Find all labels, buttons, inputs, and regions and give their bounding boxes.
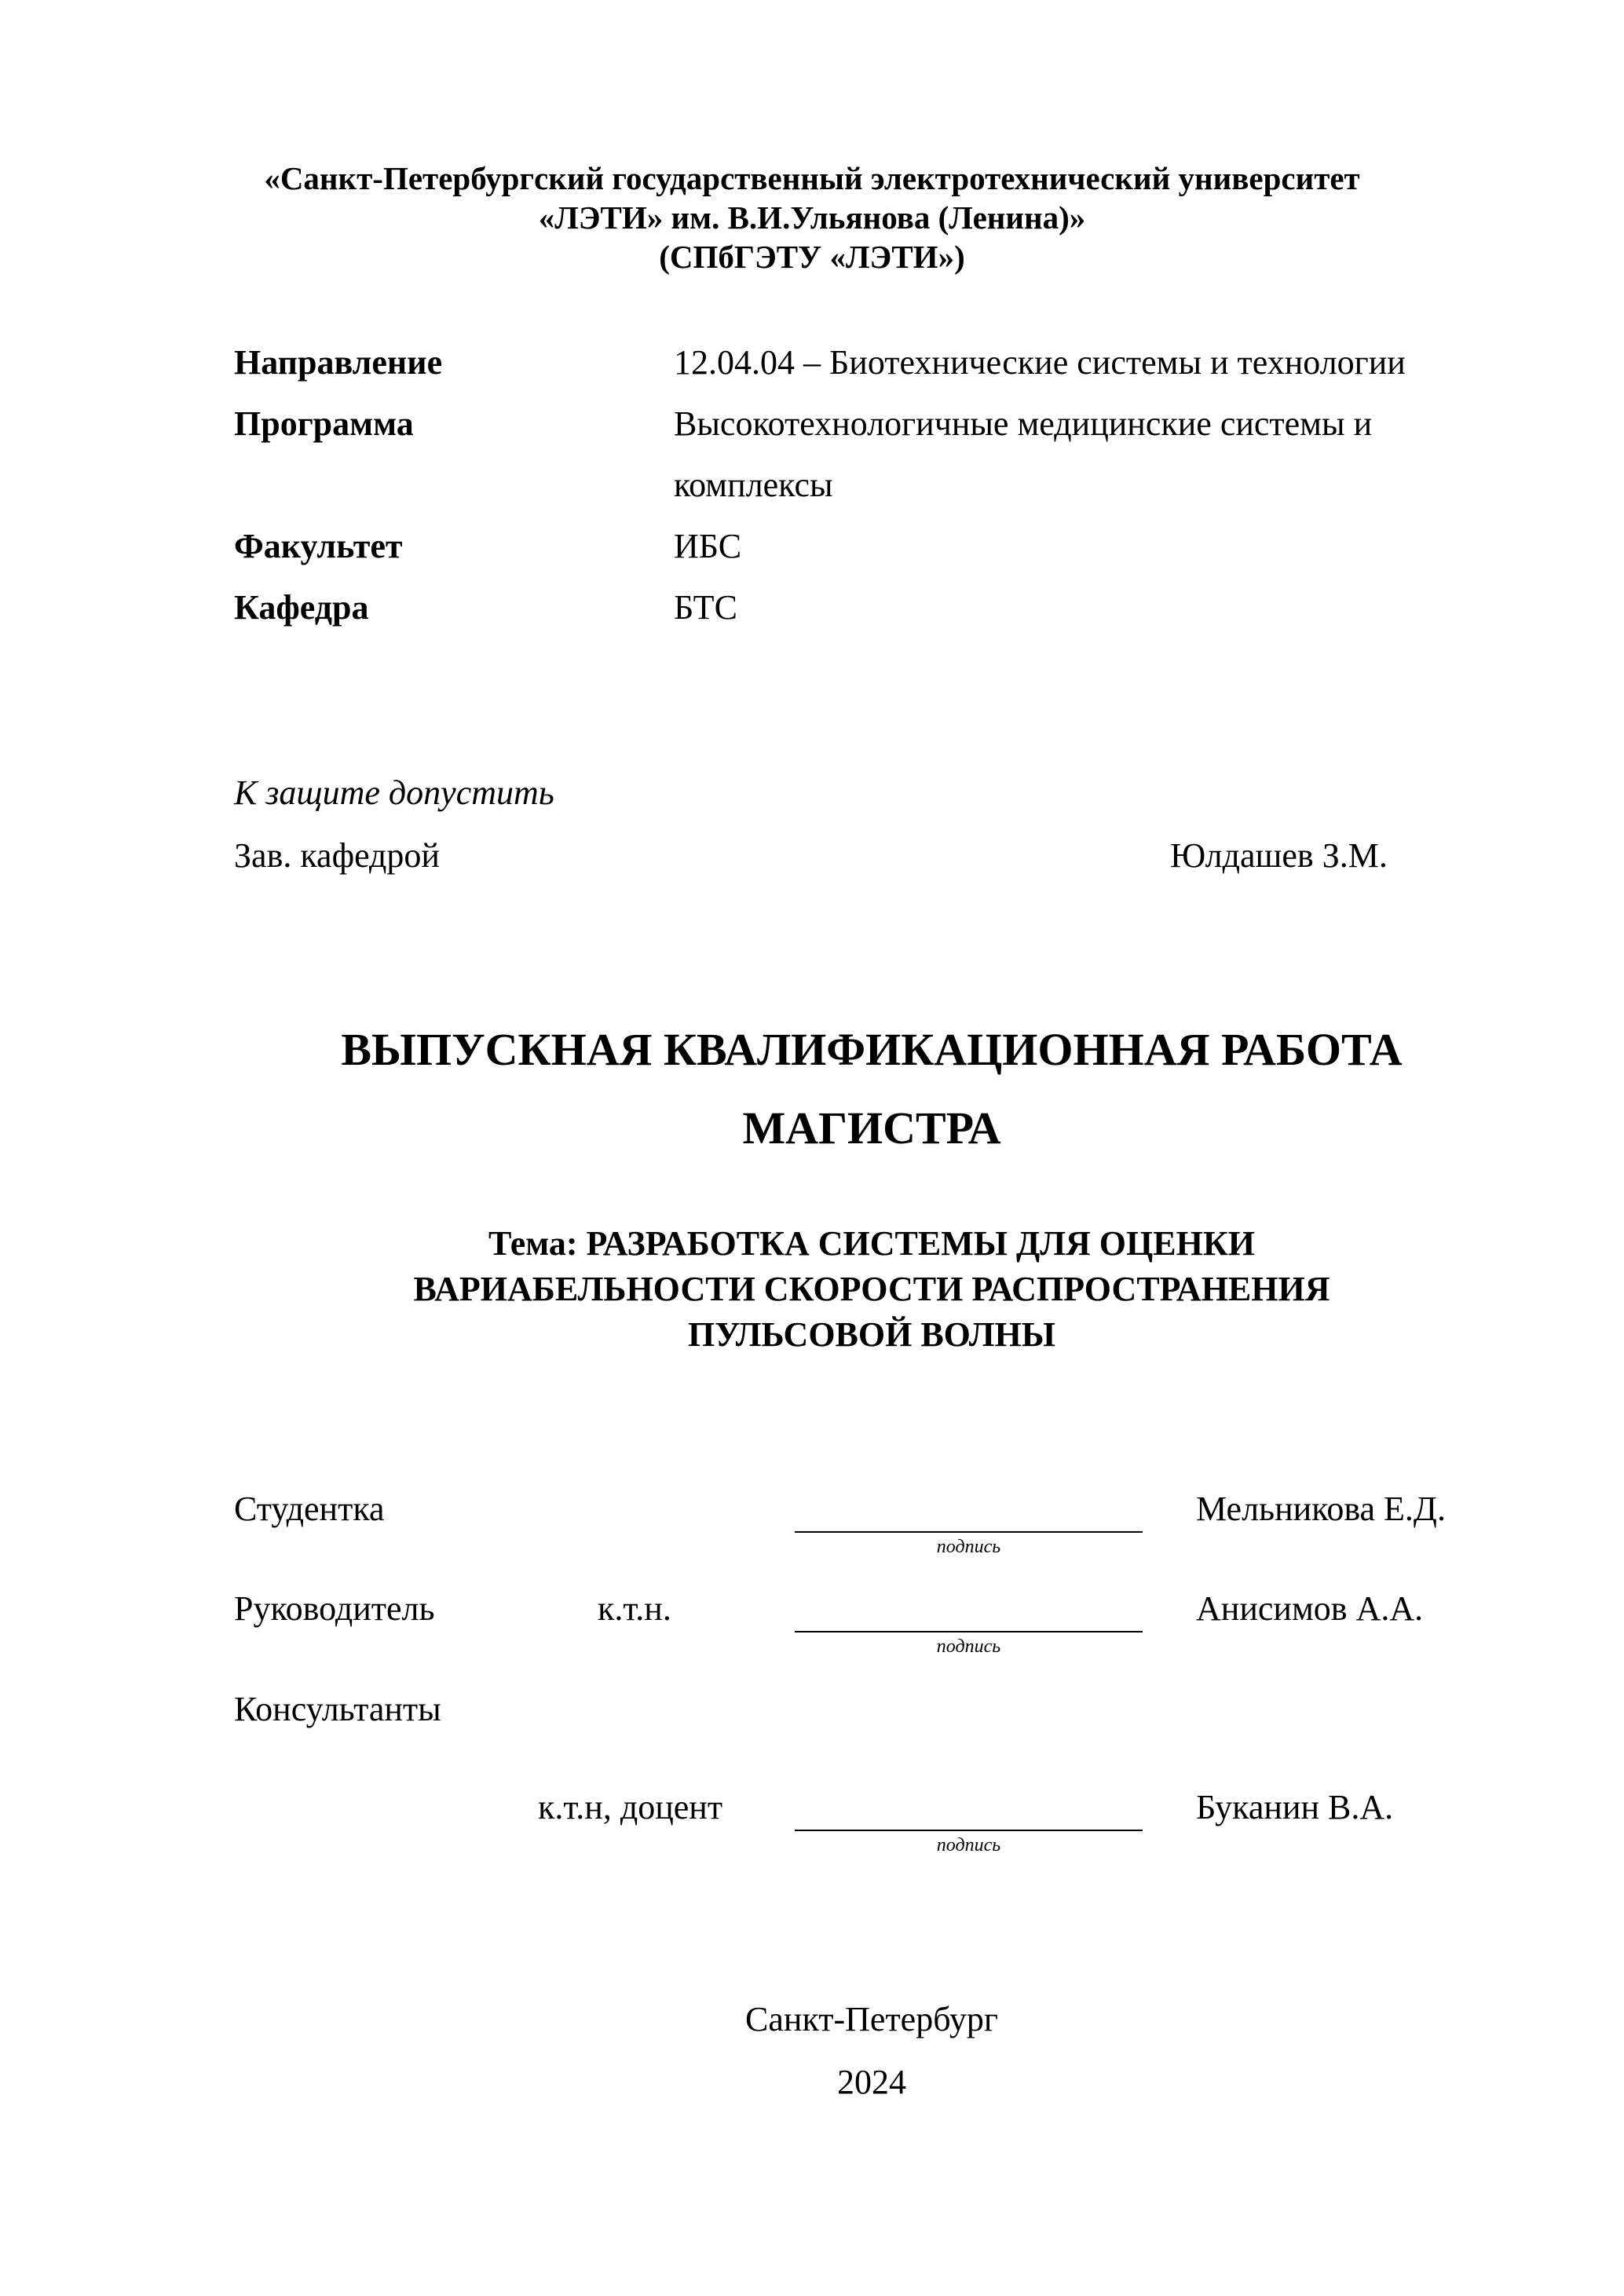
department-head-name: Юлдашев З.М. (1170, 836, 1388, 875)
supervisor-signature-line (795, 1631, 1143, 1632)
supervisor-name: Анисимов А.А. (1196, 1589, 1424, 1628)
supervisor-degree: к.т.н. (598, 1589, 671, 1628)
admit-to-defense: К защите допустить (234, 773, 554, 812)
consultants-role: Консультанты (234, 1690, 441, 1728)
program-value-line1: Высокотехнологичные медицинские системы и (674, 404, 1373, 443)
student-role: Студентка (234, 1490, 385, 1528)
faculty-label: Факультет (234, 527, 403, 565)
student-name: Мельникова Е.Д. (1196, 1490, 1446, 1528)
university-name-line1: «Санкт-Петербургский государственный электротехнический университет (264, 160, 1360, 196)
direction-value: 12.04.04 – Биотехнические системы и технологии (674, 343, 1406, 382)
supervisor-signature-caption: подпись (936, 1636, 1001, 1657)
consultant-degree: к.т.н, доцент (538, 1788, 723, 1826)
department-value: БТС (674, 588, 737, 627)
topic-line1: Тема: РАЗРАБОТКА СИСТЕМЫ ДЛЯ ОЦЕНКИ (488, 1224, 1255, 1263)
year: 2024 (837, 2063, 906, 2101)
direction-label: Направление (234, 343, 443, 382)
student-signature-line (795, 1531, 1143, 1533)
thesis-title-line1: ВЫПУСКНАЯ КВАЛИФИКАЦИОННАЯ РАБОТА (341, 1024, 1403, 1075)
department-head-label: Зав. кафедрой (234, 836, 440, 875)
topic-line3: ПУЛЬСОВОЙ ВОЛНЫ (688, 1315, 1055, 1354)
program-value-line2: комплексы (674, 466, 833, 504)
topic-line2: ВАРИАБЕЛЬНОСТИ СКОРОСТИ РАСПРОСТРАНЕНИЯ (413, 1270, 1330, 1308)
consultant-signature-line (795, 1830, 1143, 1831)
student-signature-caption: подпись (936, 1537, 1001, 1557)
department-label: Кафедра (234, 588, 369, 627)
university-abbreviation: (СПбГЭТУ «ЛЭТИ») (659, 239, 965, 275)
program-label: Программа (234, 404, 414, 443)
supervisor-role: Руководитель (234, 1589, 435, 1628)
university-name-line2: «ЛЭТИ» им. В.И.Ульянова (Ленина)» (538, 199, 1086, 236)
city: Санкт-Петербург (745, 2000, 998, 2038)
consultant-signature-caption: подпись (936, 1835, 1001, 1855)
thesis-title-line2: МАГИСТРА (742, 1102, 1001, 1153)
faculty-value: ИБС (674, 527, 742, 565)
consultant-name: Буканин В.А. (1196, 1788, 1394, 1826)
